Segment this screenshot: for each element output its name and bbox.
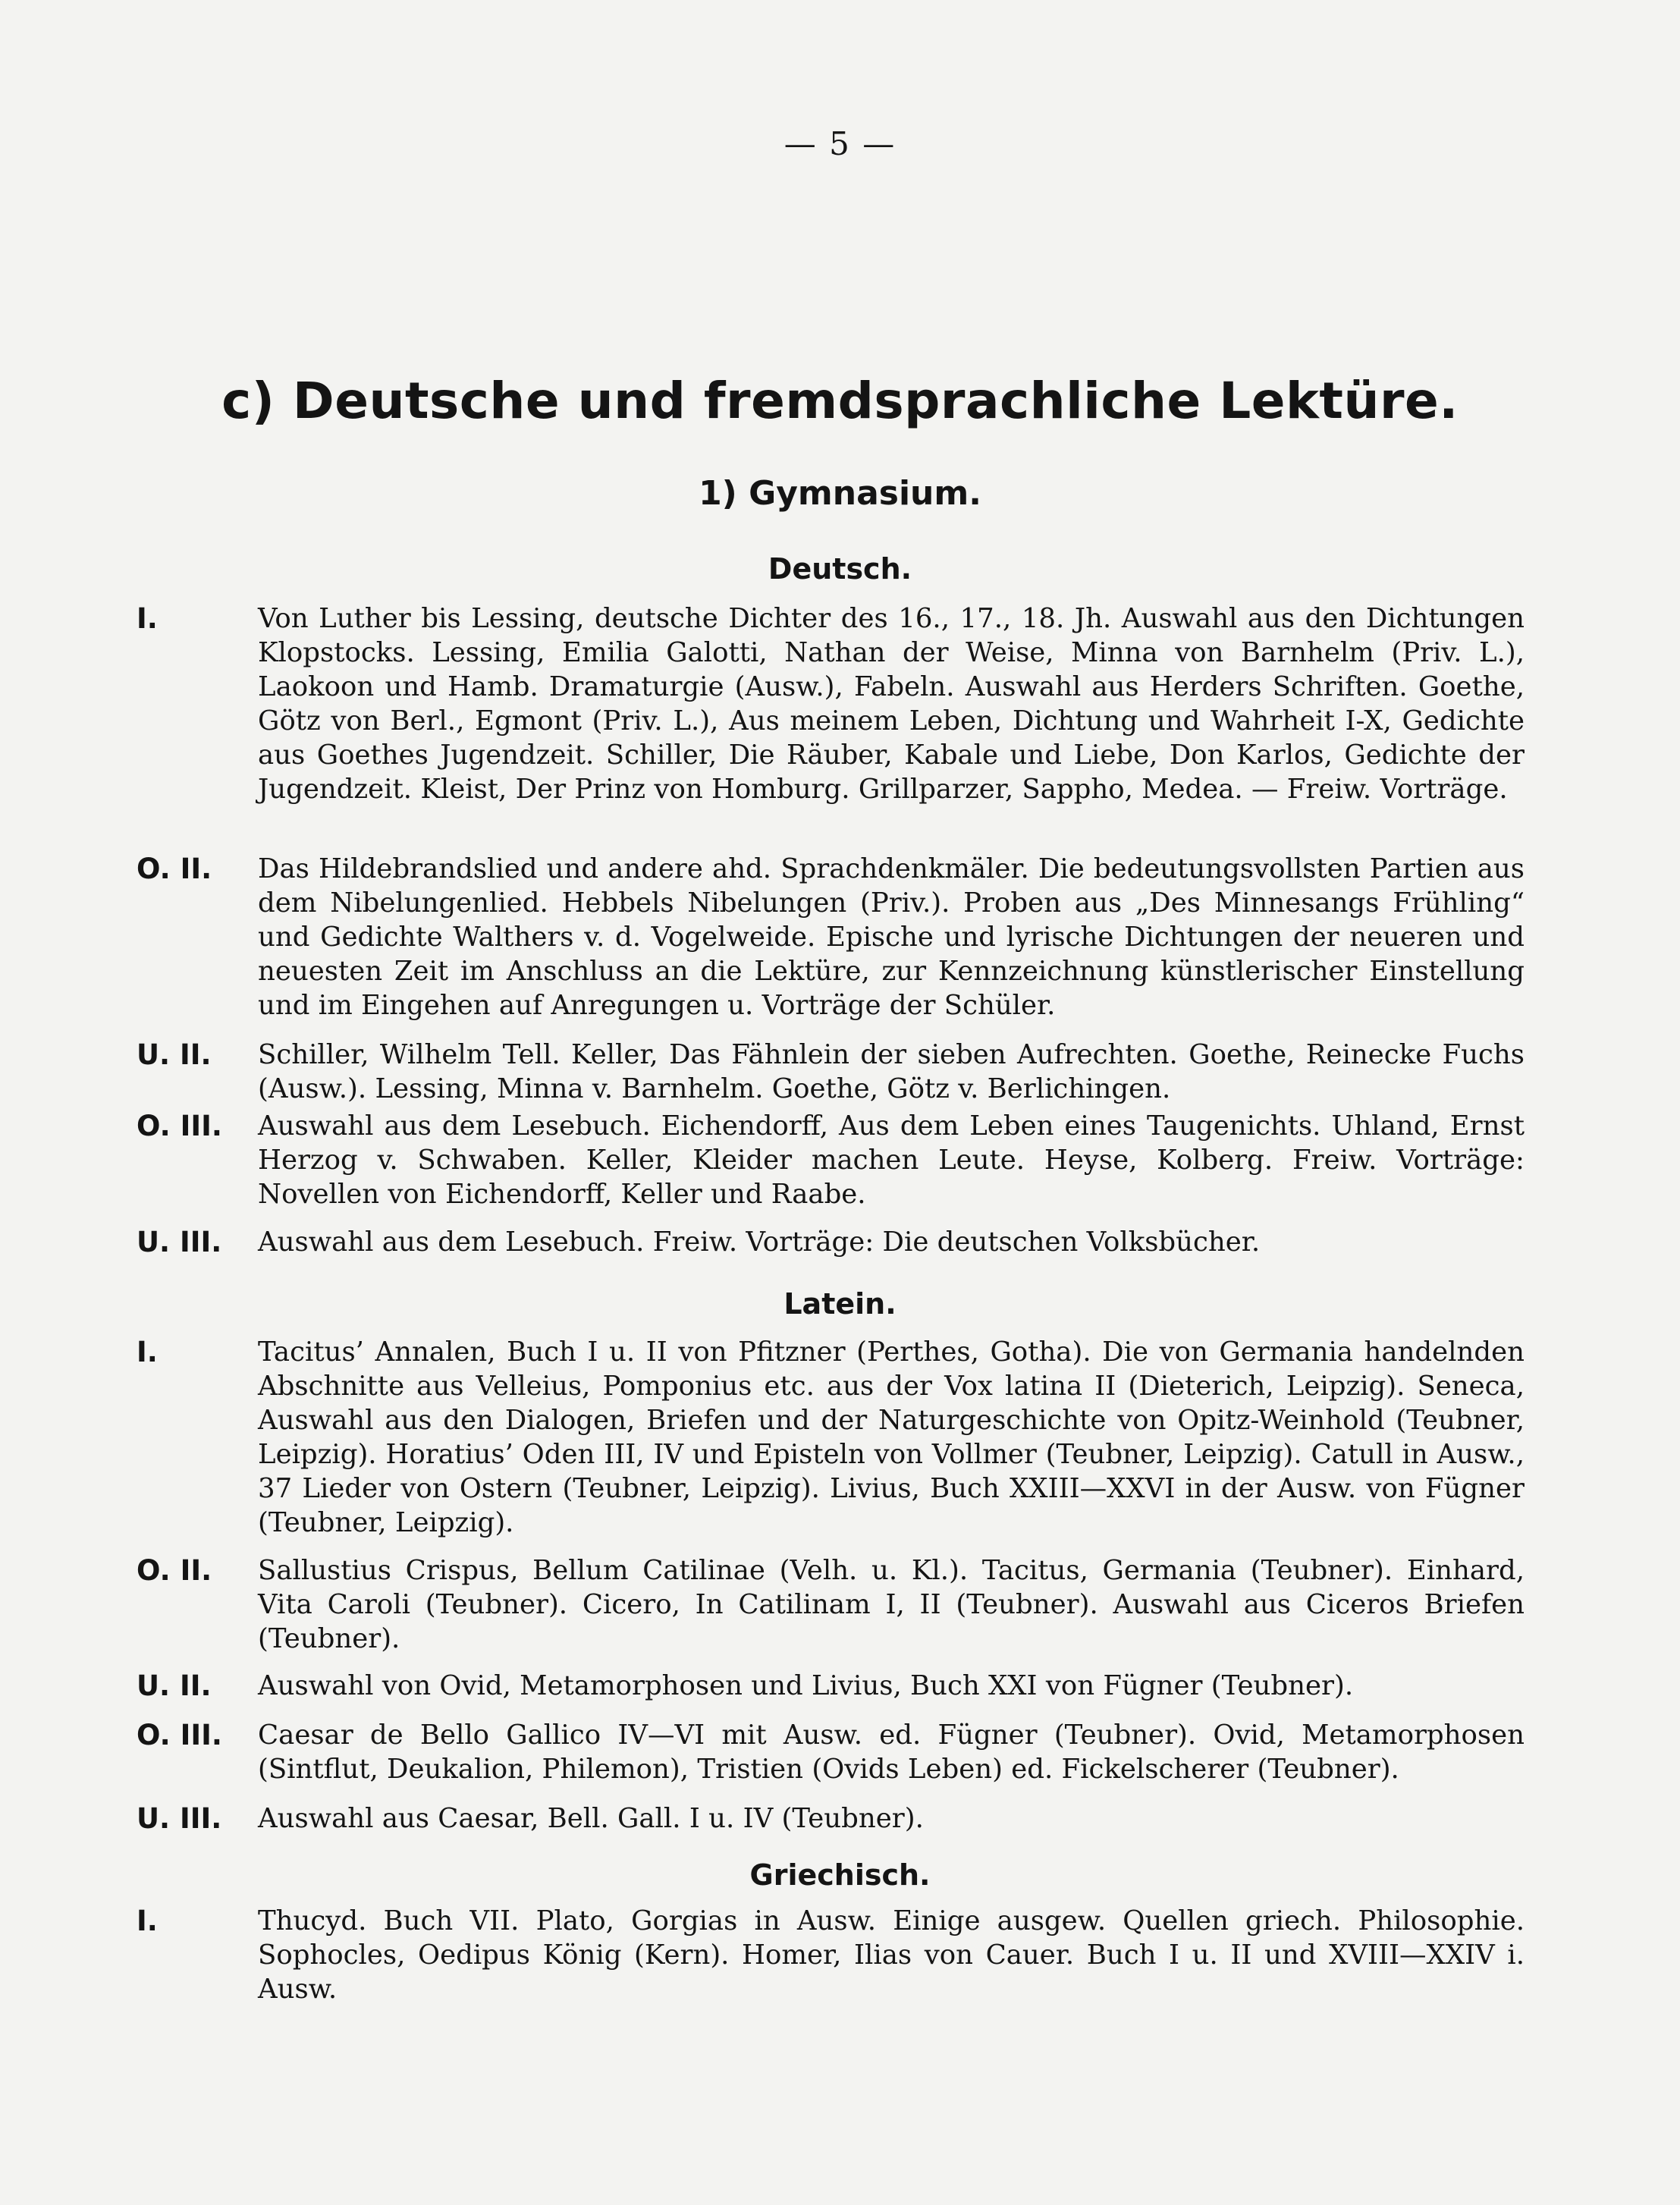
- section-title-griechisch: Griechisch.: [749, 1858, 931, 1892]
- section-title-deutsch: Deutsch.: [768, 552, 912, 586]
- entry-text: Auswahl aus Caesar, Bell. Gall. I u. IV (Teubner).: [258, 1803, 924, 1834]
- grade-label: U. II.: [137, 1038, 212, 1071]
- latein-entry-O-II: [137, 1553, 1525, 1656]
- sub-heading: 1) Gymnasium.: [699, 474, 981, 513]
- grade-label: O. III.: [137, 1110, 222, 1142]
- main-heading: c) Deutsche und fremdsprachliche Lektüre.: [221, 372, 1459, 430]
- entry-text: Das Hildebrandslied und andere ahd. Sprachdenkmäler. Die bedeutungsvollsten Partien aus dem Nibelungenlied. Hebbels Nibelungen (Priv.). Proben aus „Des Minnesangs Frühling“ und Gedichte Walthers v. d. Vogelweide. Epische und lyrische Dichtungen der neueren und neuesten Zeit im Anschluss an die Lektüre, zur Kennzeichnung künstlerischer Einstellung und im Eingehen auf Anregungen u. Vorträge der Schüler.: [258, 853, 1525, 1021]
- grade-label: U. III.: [137, 1802, 222, 1835]
- entry-text: Auswahl von Ovid, Metamorphosen und Livius, Buch XXI von Fügner (Teubner).: [258, 1670, 1354, 1701]
- deutsch-entry-U-III: [137, 1225, 1525, 1259]
- deutsch-entry-I: [137, 602, 1525, 806]
- entry-text: Auswahl aus dem Lesebuch. Freiw. Vorträge: Die deutschen Volksbücher.: [258, 1227, 1261, 1258]
- grade-label: I.: [137, 1336, 158, 1368]
- entry-text: Thucyd. Buch VII. Plato, Gorgias in Ausw. Einige ausgew. Quellen griech. Philosophie. Sophocles, Oedipus König (Kern). Homer, Ilias von Cauer. Buch I u. II und XVIII—XXIV i. Ausw.: [258, 1905, 1525, 2005]
- deutsch-entry-U-II: [137, 1038, 1525, 1106]
- grade-label: I.: [137, 1905, 158, 1937]
- grade-label: U. II.: [137, 1669, 212, 1702]
- entry-text: Caesar de Bello Gallico IV—VI mit Ausw. ed. Fügner (Teubner). Ovid, Metamorphosen (Sintflut, Deukalion, Philemon), Tristien (Ovids Leben) ed. Fickelscherer (Teubner).: [258, 1720, 1525, 1785]
- entry-text: Von Luther bis Lessing, deutsche Dichter des 16., 17., 18. Jh. Auswahl aus den Dichtungen Klopstocks. Lessing, Emilia Galotti, Nathan der Weise, Minna von Barnhelm (Priv. L.), Laokoon und Hamb. Dramaturgie (Ausw.), Fabeln. Auswahl aus Herders Schriften. Goethe, Götz von Berl., Egmont (Priv. L.), Aus meinem Leben, Dichtung und Wahrheit I-X, Gedichte aus Goethes Jugendzeit. Schiller, Die Räuber, Kabale und Liebe, Don Karlos, Gedichte der Jugendzeit. Kleist, Der Prinz von Homburg. Grillparzer, Sappho, Medea. — Freiw. Vorträge.: [258, 603, 1525, 805]
- grade-label: I.: [137, 602, 158, 635]
- entry-text: Sallustius Crispus, Bellum Catilinae (Velh. u. Kl.). Tacitus, Germania (Teubner). Einhard, Vita Caroli (Teubner). Cicero, In Catilinam I, II (Teubner). Auswahl aus Ciceros Briefen (Teubner).: [258, 1555, 1525, 1654]
- latein-entry-U-II: [137, 1669, 1525, 1703]
- grade-label: O. III.: [137, 1719, 222, 1751]
- entry-text: Schiller, Wilhelm Tell. Keller, Das Fähnlein der sieben Aufrechten. Goethe, Reinecke Fuchs (Ausw.). Lessing, Minna v. Barnhelm. Goethe, Götz v. Berlichingen.: [258, 1039, 1525, 1104]
- latein-entry-O-III: [137, 1718, 1525, 1786]
- section-title-latein: Latein.: [783, 1287, 897, 1321]
- latein-entry-I: [137, 1335, 1525, 1540]
- grade-label: O. II.: [137, 853, 212, 885]
- entry-text: Auswahl aus dem Lesebuch. Eichendorff, Aus dem Leben eines Taugenichts. Uhland, Ernst Herzog v. Schwaben. Keller, Kleider machen Leute. Heyse, Kolberg. Freiw. Vorträge: Novellen von Eichendorff, Keller und Raabe.: [258, 1110, 1525, 1210]
- entry-text: Tacitus’ Annalen, Buch I u. II von Pfitzner (Perthes, Gotha). Die von Germania handelnden Abschnitte aus Velleius, Pomponius etc. aus der Vox latina II (Dieterich, Leipzig). Seneca, Auswahl aus den Dialogen, Briefen und der Naturgeschichte von Opitz-Weinhold (Teubner, Leipzig). Horatius’ Oden III, IV und Episteln von Vollmer (Teubner, Leipzig). Catull in Ausw., 37 Lieder von Ostern (Teubner, Leipzig). Livius, Buch XXIII—XXVI in der Ausw. von Fügner (Teubner, Leipzig).: [258, 1337, 1525, 1538]
- deutsch-entry-O-III: [137, 1109, 1525, 1211]
- grade-label: O. II.: [137, 1554, 212, 1587]
- latein-entry-U-III: [137, 1801, 1525, 1836]
- page-number: — 5 —: [783, 125, 897, 162]
- grade-label: U. III.: [137, 1226, 222, 1258]
- deutsch-entry-O-II: [137, 852, 1525, 1022]
- griechisch-entry-I: [137, 1904, 1525, 2006]
